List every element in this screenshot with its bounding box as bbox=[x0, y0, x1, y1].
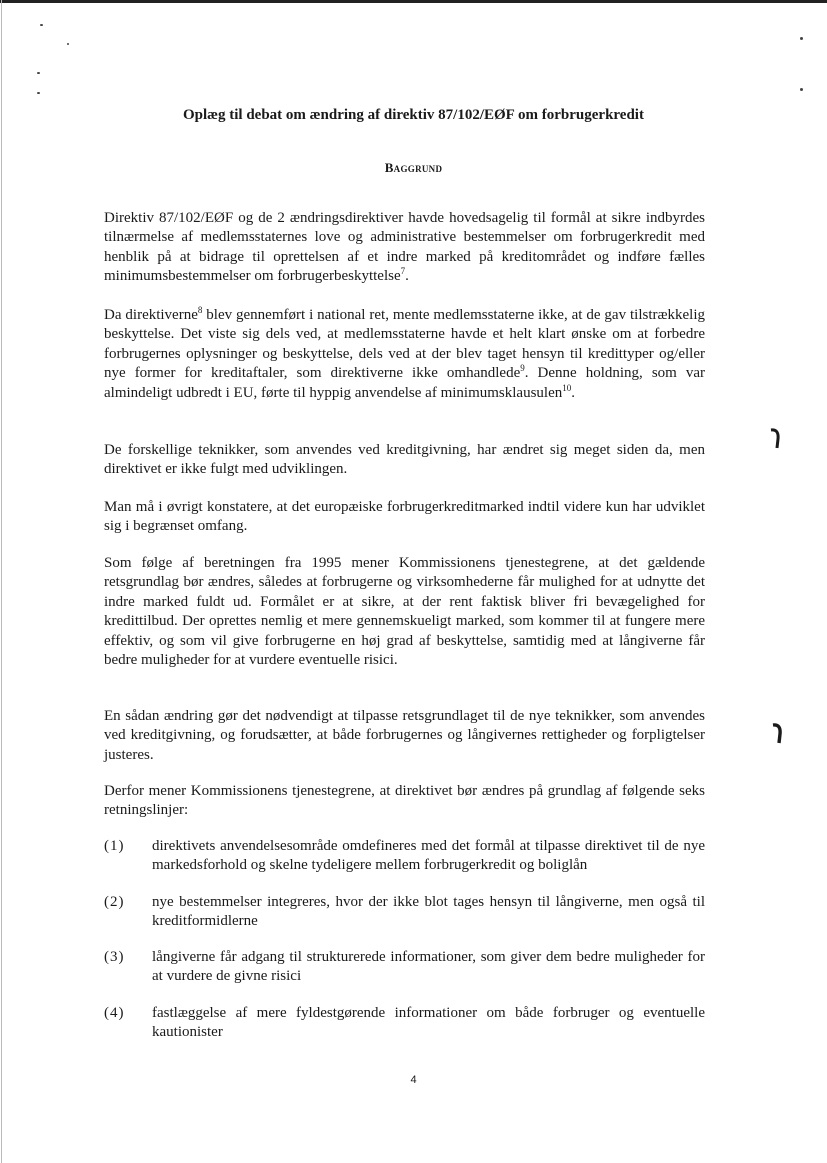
list-item-text: fastlæggelse af mere fyldestgørende informationer om både forbruger og eventuelle kautionister bbox=[152, 1005, 705, 1041]
scan-top-border bbox=[0, 0, 827, 3]
scan-speck bbox=[800, 37, 803, 40]
section-heading: Baggrund bbox=[384, 160, 443, 175]
scan-speck bbox=[67, 43, 69, 45]
page-number: 4 bbox=[410, 1074, 417, 1086]
list-item-text: direktivets anvendelsesområde omdefineres med det formål at tilpasse direktivet til de nye markedsforhold og skelne tydeligere mellem forbrugerkredit og boliglån bbox=[152, 838, 705, 874]
paragraph-1: Direktiv 87/102/EØF og de 2 ændringsdirektiver havde hovedsagelig til formål at sikre indbyrdes tilnærmelse af medlemsstaternes love og administrative bestemmelser om forbrugerkredit med henblik på at bidrage til oprettelsen af et indre marked på kreditområdet og indføre fælles minimumsbestemmelser om forbrugerbeskyttelse$^7$. bbox=[104, 210, 705, 285]
margin-mark-icon bbox=[772, 722, 782, 744]
scan-speck bbox=[37, 92, 40, 94]
footnote-ref: 8 bbox=[197, 305, 203, 315]
list-item-number: (4) bbox=[104, 1005, 125, 1021]
list-item-number: (3) bbox=[104, 949, 125, 965]
list-item-text: nye bestemmelser integreres, hvor der ikke blot tages hensyn til långiverne, men også til kreditformidlerne bbox=[152, 894, 705, 930]
footnote-ref: 7 bbox=[400, 266, 406, 277]
scan-speck bbox=[37, 72, 40, 74]
paragraph-6: En sådan ændring gør det nødvendigt at tilpasse retsgrundlaget til de nye teknikker, som anvendes ved kreditgivning, og forudsætter, at både forbrugernes og långivernes rettigheder og forpligtelser justeres. bbox=[104, 708, 705, 763]
margin-mark-icon bbox=[770, 427, 780, 449]
paragraph-7: Derfor mener Kommissionens tjenestegrene, at direktivet bør ændres på grundlag af følgende seks retningslinjer: bbox=[104, 783, 705, 819]
list-item-text: långiverne får adgang til strukturerede informationer, som giver dem bedre muligheder for at vurdere de givne risici bbox=[152, 949, 705, 985]
footnote-ref: 10 bbox=[562, 382, 572, 393]
document-title: Oplæg til debat om ændring af direktiv 87/102/EØF om forbrugerkredit bbox=[183, 107, 644, 123]
scan-speck bbox=[40, 24, 43, 26]
paragraph-3: De forskellige teknikker, som anvendes ved kreditgivning, har ændret sig meget siden da, men direktivet er ikke fulgt med udviklingen. bbox=[104, 442, 705, 478]
paragraph-2: Da direktiverne$^8$ blev gennemført i national ret, mente medlemsstaterne ikke, at de gav tilstrækkelig beskyttelse. Det viste sig dels ved, at medlemsstaterne havde et helt klart ønske om at forbedre forbrugernes oplysninger og beskyttelse, dels ved at der blev taget hensyn til kredittyper og/eller nye former for kreditaftaler, som direktiverne ikke omhandlede$^9$. Denne holdning, som var almindeligt udbredt i EU, førte til hyppig anvendelse af minimumsklausulen$^{10}$. bbox=[104, 305, 706, 401]
scan-speck bbox=[800, 88, 803, 91]
list-item-number: (2) bbox=[104, 894, 125, 910]
paragraph-5: Som følge af beretningen fra 1995 mener Kommissionens tjenestegrene, at det gældende retsgrundlag bør ændres, således at forbrugerne og virksomhederne får mulighed for at udnytte det indre marked fuldt ud. Formålet er at sikre, at der rent faktisk bliver fri bevægelighed for kredittilbud. Der oprettes nemlig et mere gennemskueligt marked, som kommer til at fungere mere effektiv, og som vil give forbrugerne en høj grad af beskyttelse, samtidig med at långiverne får bedre muligheder for at vurdere eventuelle risici. bbox=[104, 555, 705, 669]
list-item-number: (1) bbox=[104, 838, 125, 854]
footnote-ref: 9 bbox=[520, 363, 525, 374]
paragraph-4: Man må i øvrigt konstatere, at det europæiske forbrugerkreditmarked indtil videre kun har udviklet sig i begrænset omfang. bbox=[104, 499, 705, 535]
